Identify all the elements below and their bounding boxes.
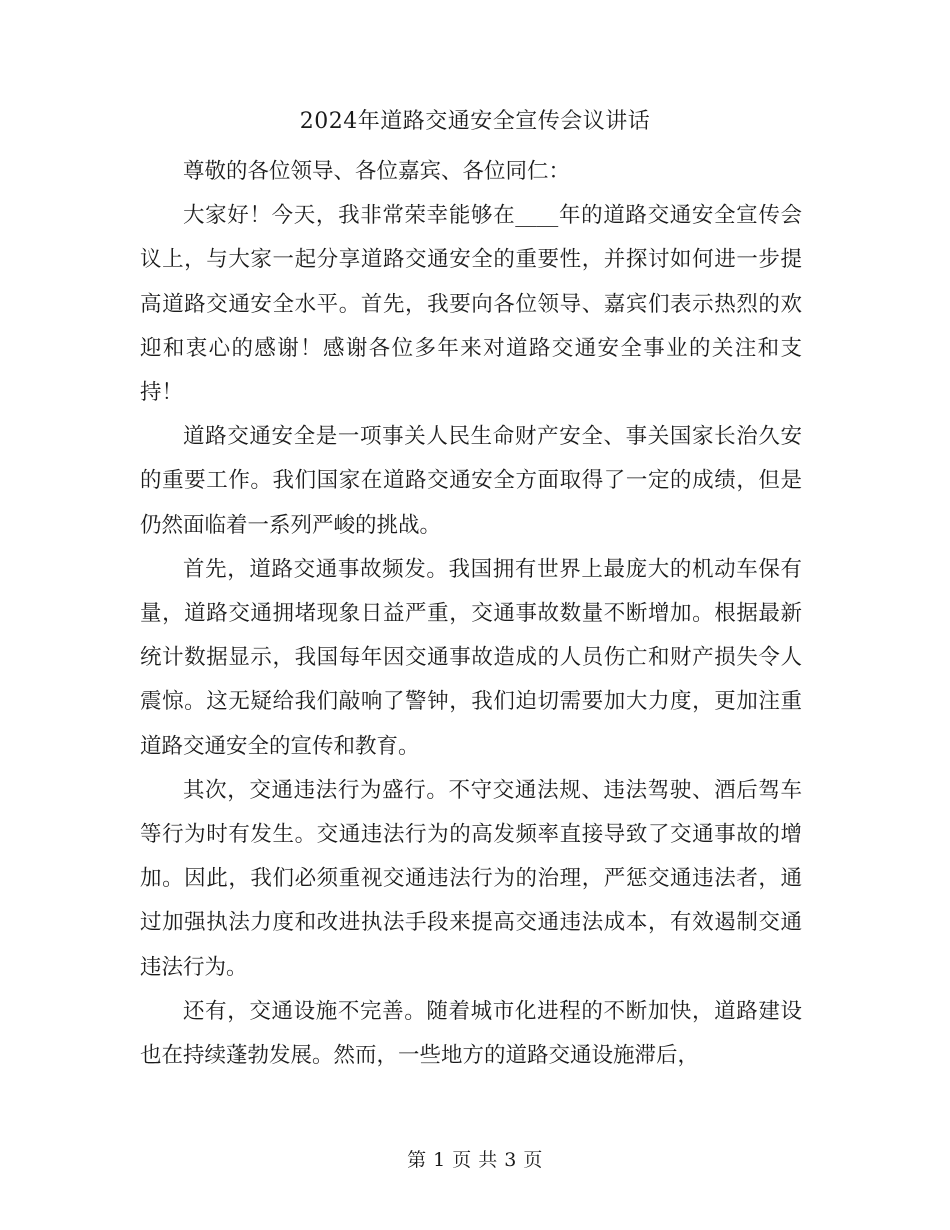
page-number-footer: 第 1 页 共 3 页: [407, 1149, 543, 1171]
body-paragraph: 道路交通安全是一项事关人民生命财产安全、事关国家长治久安的重要工作。我们国家在道路交通安全方面取得了一定的成绩，但是仍然面临着一系列严峻的挑战。: [140, 424, 802, 538]
body-paragraph: 大家好！今天，我非常荣幸能够在____年的道路交通安全宣传会议上，与大家一起分享道路交通安全的重要性，并探讨如何进一步提高道路交通安全水平。首先，我要向各位领导、嘉宾们表示热烈的欢迎和衷心的感谢！感谢各位多年来对道路交通安全事业的关注和支持！: [140, 203, 802, 406]
body-paragraph: 其次，交通违法行为盛行。不守交通法规、违法驾驶、酒后驾车等行为时有发生。交通违法行为的高发频率直接导致了交通事故的增加。因此，我们必须重视交通违法行为的治理，严惩交通违法者，通过加强执法力度和改进执法手段来提高交通违法成本，有效遏制交通违法行为。: [140, 777, 802, 980]
document-body: [140, 150, 802, 1078]
body-paragraph: 首先，道路交通事故频发。我国拥有世界上最庞大的机动车保有量，道路交通拥堵现象日益严重，交通事故数量不断增加。根据最新统计数据显示，我国每年因交通事故造成的人员伤亡和财产损失令人震惊。这无疑给我们敲响了警钟，我们迫切需要加大力度，更加注重道路交通安全的宣传和教育。: [140, 556, 802, 759]
body-paragraph: 还有，交通设施不完善。随着城市化进程的不断加快，道路建设也在持续蓬勃发展。然而，一些地方的道路交通设施滞后，: [140, 998, 802, 1069]
document-title: 2024年道路交通安全宣传会议讲话: [299, 109, 651, 134]
salutation-paragraph: 尊敬的各位领导、各位嘉宾、各位同仁：: [183, 159, 571, 184]
